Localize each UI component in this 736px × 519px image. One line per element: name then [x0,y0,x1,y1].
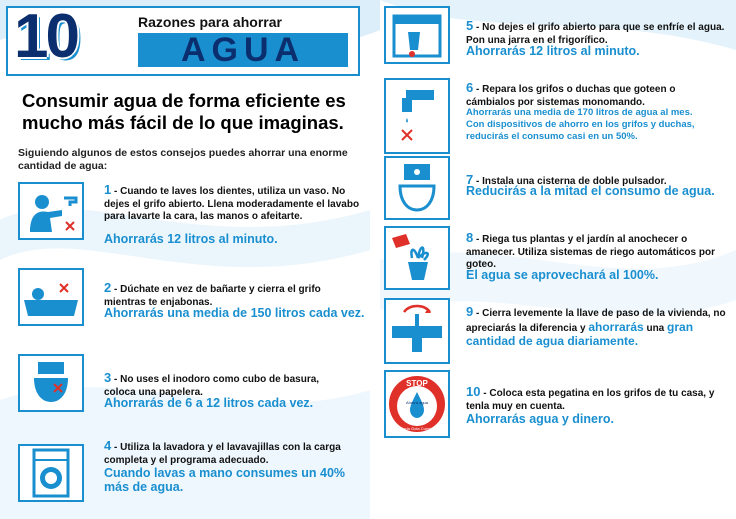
watering-plant-icon [384,226,450,290]
sticker-bottom-text: Cada Gota Cuenta [400,426,434,431]
fridge-jug-icon [384,6,450,64]
brushing-teeth-icon [18,182,84,240]
washing-machine-icon [18,444,84,502]
dripping-faucet-icon [384,78,450,154]
tip-5-text: 5 - No dejes el grifo abierto para que se enfríe el agua. Pon una jarra en el frigorífico. [466,18,725,46]
tip-8-text: 8 - Riega tus plantas y el jardín al anochecer o amanecer. Utiliza sistemas de riego automáticos por goteo. [466,230,715,270]
lead-text: Siguiendo algunos de estos consejos puedes ahorrar una enorme cantidad de agua: [18,147,348,172]
tip-5-result: Ahorrarás 12 litros al minuto. [466,44,640,58]
tip-6-result: Ahorrarás una media de 170 litros de agua al mes. [466,107,693,118]
tip-7-result: Reducirás a la mitad el consumo de agua. [466,184,715,198]
tip-6-text2: Con dispositivos de ahorro en los grifos y duchas, [466,119,695,130]
tip-4-result: Cuando lavas a mano consumes un 40% más de agua. [104,466,346,494]
header-number: 10 [14,2,77,71]
intro-text: Consumir agua de forma eficiente es mucho más fácil de lo que imaginas. [22,90,346,133]
tip-10-text: 10 - Coloca esta pegatina en los grifos de tu casa, y tenla muy en cuenta. [466,384,715,412]
shutoff-valve-icon [384,298,450,364]
header-title: AGUA [138,33,348,67]
tip-10-result: Ahorrarás agua y dinero. [466,412,614,426]
tip-8-result: El agua se aprovechará al 100%. [466,268,659,282]
stop-sticker-icon [384,370,450,438]
tip-9-text: 9 - Cierra levemente la llave de paso de la vivienda, no apreciarás la diferencia y ahorrarás una gran cantidad de agua diariamente. [466,304,726,348]
sticker-middle-text: Ahorra agua [405,400,429,405]
tip-7-text: 7 - Instala una cisterna de doble pulsador. [466,172,667,187]
sticker-top-text: STOP [406,379,428,388]
tip-4-text: 4 - Utiliza la lavadora y el lavavajillas con la carga completa y el programa adecuado. [104,438,341,466]
tip-6-text: 6 - Repara los grifos o duchas que goteen o cámbialos por sistemas monomando. [466,80,676,108]
tip-2-result: Ahorrarás una media de 150 litros cada vez. [104,306,365,320]
header-subtitle: Razones para ahorrar [138,14,282,30]
tip-1-text: 1 - Cuando te laves los dientes, utiliza un vaso. No dejes el grifo abierto. Llena moderadamente el lavabo para lavarte la cara, las manos o afeitarte. [104,182,360,222]
tip-6-result2: reducirás el consumo casi en un 50%. [466,131,638,142]
tip-3-result: Ahorrarás de 6 a 12 litros cada vez. [104,396,314,410]
tip-2-text: 2 - Dúchate en vez de bañarte y cierra el grifo mientras te enjabonas. [104,280,321,308]
cistern-icon [384,156,450,220]
tip-1-result: Ahorrarás 12 litros al minuto. [104,232,278,246]
tip-3-text: 3 - No uses el inodoro como cubo de basura, coloca una papelera. [104,370,320,398]
toilet-icon [18,354,84,412]
bathtub-icon [18,268,84,326]
